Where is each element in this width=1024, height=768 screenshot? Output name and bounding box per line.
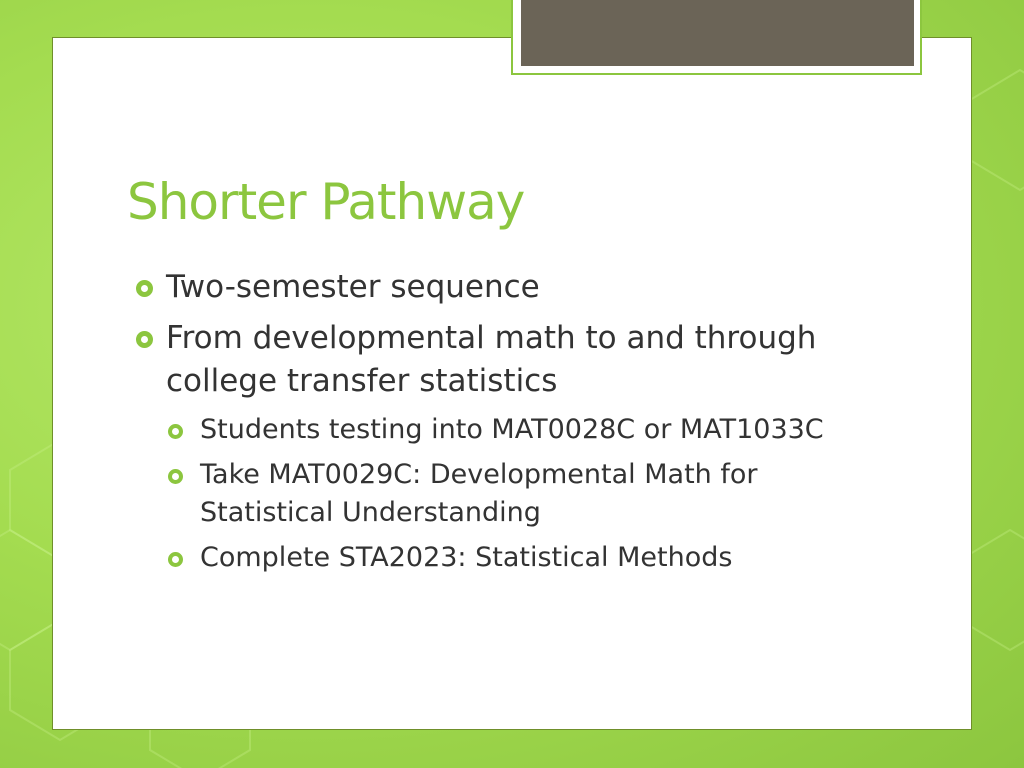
decorative-header-block — [521, 0, 914, 66]
hollow-circle-bullet-icon — [136, 280, 153, 297]
sub-bullet-item — [168, 456, 856, 532]
sub-bullet-text: Take MAT0029C: Developmental Math for Statistical Understanding — [200, 459, 758, 528]
hollow-circle-bullet-icon — [168, 552, 183, 567]
sub-bullet-item — [168, 539, 856, 577]
hollow-circle-bullet-icon — [136, 331, 153, 348]
sub-bullet-text: Students testing into MAT0028C or MAT1033C — [200, 414, 824, 445]
sub-bullet-group — [136, 411, 856, 577]
hollow-circle-bullet-icon — [168, 469, 183, 484]
sub-bullet-text: Complete STA2023: Statistical Methods — [200, 542, 733, 573]
sub-bullet-item — [168, 411, 856, 449]
bullet-list — [136, 266, 856, 584]
slide-title: Shorter Pathway — [127, 173, 525, 231]
bullet-item — [136, 317, 856, 403]
bullet-text: Two-semester sequence — [166, 269, 540, 305]
bullet-text: From developmental math to and through college transfer statistics — [166, 320, 817, 399]
hollow-circle-bullet-icon — [168, 424, 183, 439]
sub-bullet-list — [168, 411, 856, 577]
bullet-item — [136, 266, 856, 309]
